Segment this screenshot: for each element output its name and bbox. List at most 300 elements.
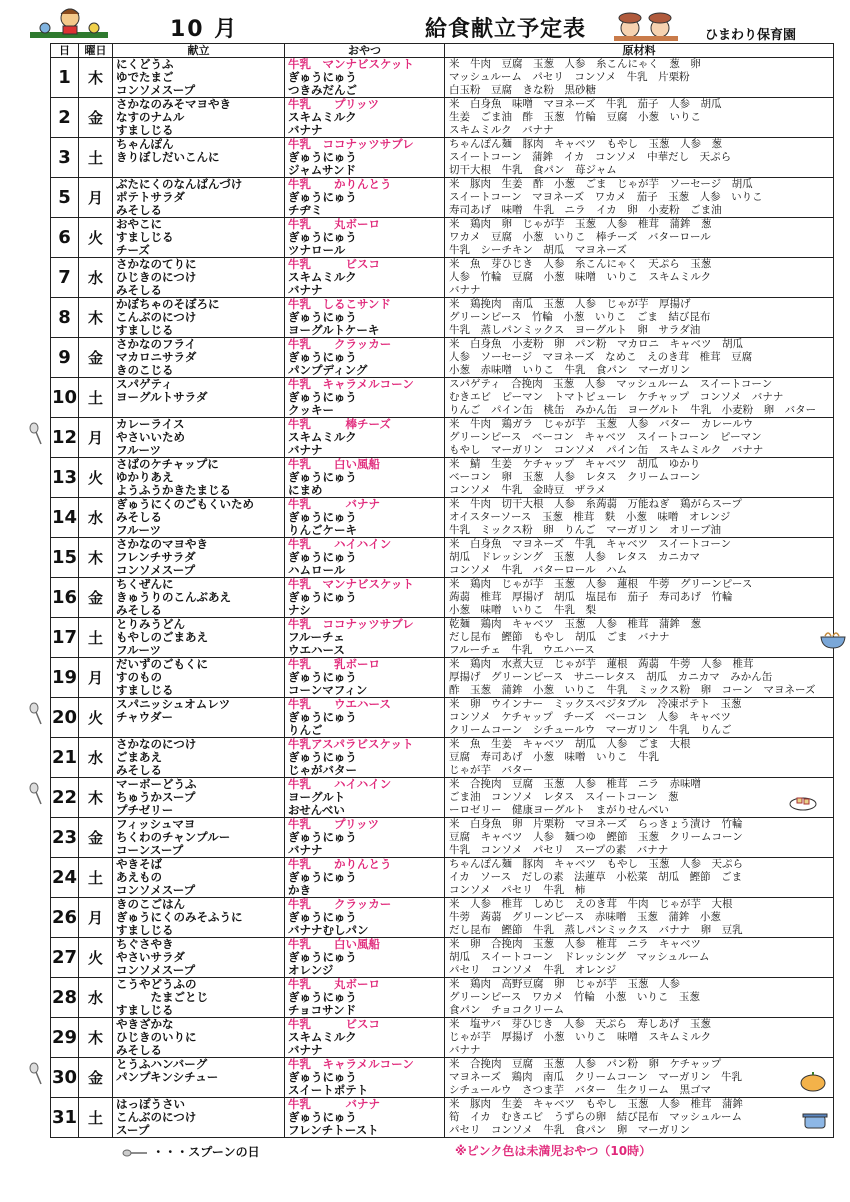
menu-table (50, 43, 834, 1138)
ingredients-cell (445, 658, 834, 698)
snack-text: ぎゅうにゅう (288, 871, 357, 884)
snack-text: ぎゅうにゅう (288, 591, 357, 604)
weekday-cell: 土 (79, 1098, 113, 1138)
snack-text: バナナ (288, 1044, 323, 1057)
menu-item-text: フィッシュマヨ (116, 818, 196, 831)
snack-text: りんご (288, 724, 323, 737)
cooking-pot-icon (800, 1108, 830, 1130)
snack-text: バナナむしパン (288, 924, 369, 937)
ingredient-line: 米 白身魚 卵 片栗粉 マヨネーズ らっきょう漬け 竹輪 (449, 818, 743, 830)
snack-10am-text: 牛乳 ココナッツサブレ (288, 618, 414, 631)
day-cell: 9 (51, 338, 79, 378)
ingredients-cell (445, 58, 834, 98)
menu-item-text: プチゼリー (116, 804, 174, 817)
table-row (51, 178, 834, 218)
snack-text: ナシ (288, 604, 311, 617)
menu-item-text: マーボーどうふ (116, 778, 197, 791)
menu-cell (113, 738, 285, 778)
menu-cell (113, 338, 285, 378)
snack-10am-text: 牛乳アスパラビスケット (288, 738, 414, 751)
ingredient-line: 米 合挽肉 豆腐 玉葱 人参 椎茸 ニラ 赤味噌 (449, 778, 701, 790)
menu-cell (113, 378, 285, 418)
children-illustration-icon (30, 6, 110, 40)
menu-item-text: パンプキンシチュー (116, 1071, 219, 1084)
ingredients-cell (445, 458, 834, 498)
snack-text: ぎゅうにゅう (288, 991, 357, 1004)
snack-cell (285, 858, 445, 898)
ingredient-line: 米 牛肉 鶏ガラ じゃが芋 玉葱 人参 バター カレールウ (449, 418, 754, 430)
snack-10am-text: 牛乳 クラッカー (288, 898, 392, 911)
menu-item-text: ゆでたまご (116, 71, 174, 84)
menu-cell (113, 258, 285, 298)
menu-cell (113, 1018, 285, 1058)
menu-item-text: フレンチサラダ (116, 551, 196, 564)
snack-10am-text: 牛乳 棒チーズ (288, 418, 391, 431)
snack-10am-text: 牛乳 バナナ (288, 1098, 380, 1111)
menu-item-text: きりぼしだいこんに (116, 151, 220, 164)
day-cell: 15 (51, 538, 79, 578)
ingredients-cell (445, 498, 834, 538)
weekday-cell: 水 (79, 498, 113, 538)
menu-cell (113, 818, 285, 858)
day-cell: 13 (51, 458, 79, 498)
weekday-cell: 火 (79, 218, 113, 258)
snack-cell (285, 818, 445, 858)
menu-item-text: スープ (116, 1124, 150, 1137)
table-row (51, 338, 834, 378)
menu-cell (113, 618, 285, 658)
ingredient-line: バナナ (449, 284, 481, 296)
menu-item-text: あえもの (116, 871, 162, 884)
menu-cell (113, 458, 285, 498)
weekday-cell: 月 (79, 658, 113, 698)
snack-10am-text: 牛乳 ハイハイン (288, 778, 392, 791)
snack-text: ぎゅうにゅう (288, 951, 357, 964)
snack-cell (285, 698, 445, 738)
column-header-dow: 曜日 (79, 44, 113, 58)
day-cell: 16 (51, 578, 79, 618)
ingredients-cell (445, 698, 834, 738)
ingredients-cell (445, 298, 834, 338)
menu-cell (113, 298, 285, 338)
menu-item-text: さかなのみそマヨやき (116, 98, 231, 111)
menu-item-text: ごまあえ (116, 751, 162, 764)
menu-item-text (113, 724, 284, 737)
menu-item-text: みそしる (116, 764, 162, 777)
snack-text: スキムミルク (288, 271, 357, 284)
ingredient-line: コンソメ 牛乳 バターロール ハム (449, 564, 628, 576)
weekday-cell: 月 (79, 178, 113, 218)
pumpkin-stew-icon (798, 1070, 828, 1092)
table-row (51, 778, 834, 818)
day-cell: 2 (51, 98, 79, 138)
menu-cell (113, 578, 285, 618)
snack-cell (285, 778, 445, 818)
snack-cell (285, 658, 445, 698)
ingredient-line: 米 鯖 生姜 ケチャップ キャベツ 胡瓜 ゆかり (449, 458, 701, 470)
table-row (51, 538, 834, 578)
ingredient-line: 米 魚 芽ひじき 人参 糸こんにゃく 天ぷら 玉葱 (449, 258, 712, 270)
weekday-cell: 火 (79, 458, 113, 498)
snack-cell (285, 978, 445, 1018)
ingredient-line: ーロゼリー 健康ヨーグルト まがりせんべい (449, 804, 669, 816)
menu-cell (113, 658, 285, 698)
snack-10am-text: 牛乳 マンナビスケット (288, 58, 414, 71)
ingredients-cell (445, 618, 834, 658)
snack-text: ジャムサンド (288, 164, 356, 177)
menu-item-text: すましじる (116, 924, 174, 937)
snack-10am-text: 牛乳 ハイハイン (288, 538, 392, 551)
table-row (51, 458, 834, 498)
snack-cell (285, 218, 445, 258)
snack-10am-text: 牛乳 ビスコ (288, 1018, 380, 1031)
day-cell: 20 (51, 698, 79, 738)
day-cell: 31 (51, 1098, 79, 1138)
page-title: 給食献立予定表 (425, 17, 587, 42)
ingredient-line: 米 豚肉 生姜 酢 小葱 ごま じゃが芋 ソーセージ 胡瓜 (449, 178, 753, 190)
ingredient-line: 胡瓜 ドレッシング 玉葱 人参 レタス カニカマ (449, 551, 701, 563)
snack-text: スイートポテト (288, 1084, 369, 1097)
table-row (51, 378, 834, 418)
ingredient-line: 米 鶏挽肉 南瓜 玉葱 人参 じゃが芋 厚揚げ (449, 298, 691, 310)
table-header-row (51, 44, 834, 58)
page-header (0, 0, 850, 44)
snack-text: クッキー (288, 404, 334, 417)
snack-10am-text: 牛乳 ココナッツサブレ (288, 138, 414, 151)
table-row (51, 218, 834, 258)
menu-cell (113, 938, 285, 978)
snack-10am-text: 牛乳 キャラメルコーン (288, 1058, 414, 1071)
table-row (51, 1018, 834, 1058)
menu-item-text: さばのケチャップに (116, 458, 219, 471)
day-cell: 14 (51, 498, 79, 538)
snack-10am-text: 牛乳 白い風船 (288, 938, 380, 951)
snack-10am-text: 牛乳 キャラメルコーン (288, 378, 414, 391)
ingredient-line: 米 牛肉 豆腐 玉葱 人参 糸こんにゃく 葱 卵 (449, 58, 701, 70)
menu-item-text: ひじきのにつけ (116, 271, 197, 284)
ingredients-cell (445, 818, 834, 858)
snack-text: おせんべい (288, 804, 345, 817)
ingredient-line: 筍 イカ むきエビ うずらの卵 結び昆布 マッシュルーム (449, 1111, 743, 1123)
snack-text: ぎゅうにゅう (288, 1071, 357, 1084)
menu-item-text: やさいサラダ (116, 951, 185, 964)
day-cell: 28 (51, 978, 79, 1018)
menu-item-text: きゅうりのこんぶあえ (116, 591, 231, 604)
ingredient-line: 生姜 ごま油 酢 玉葱 竹輪 豆腐 小葱 いりこ (449, 111, 701, 123)
snack-10am-text: 牛乳 乳ボーロ (288, 658, 380, 671)
day-cell: 6 (51, 218, 79, 258)
ingredient-line: 小葱 味噌 いりこ 牛乳 梨 (449, 604, 596, 616)
snack-10am-text: 牛乳 プリッツ (288, 818, 380, 831)
ingredient-line: ベーコン 卵 玉葱 人参 レタス クリームコーン (449, 471, 701, 483)
weekday-cell: 金 (79, 1058, 113, 1098)
column-header-snack: おやつ (285, 44, 445, 58)
menu-cell (113, 858, 285, 898)
ingredient-line: 厚揚げ グリーンピース サニーレタス 胡瓜 カニカマ みかん缶 (449, 671, 773, 683)
snack-cell (285, 298, 445, 338)
menu-item-text: ぎゅうにくのごもくいため (116, 498, 254, 511)
menu-item-text: ぎゅうにくのみそふうに (116, 911, 243, 924)
ingredient-line: 米 鶏肉 高野豆腐 卵 じゃが芋 玉葱 人参 (449, 978, 680, 990)
ingredient-line: 人参 竹輪 豆腐 小葱 味噌 いりこ スキムミルク (449, 271, 712, 283)
menu-item-text (113, 164, 284, 177)
menu-item-text: みそしる (116, 604, 162, 617)
ingredient-line: 米 合挽肉 豆腐 玉葱 人参 パン粉 卵 ケチャップ (449, 1058, 722, 1070)
day-cell: 7 (51, 258, 79, 298)
snack-text: パンプディング (288, 364, 368, 377)
snack-text: スキムミルク (288, 1031, 357, 1044)
day-cell: 29 (51, 1018, 79, 1058)
menu-item-text: みそしる (116, 204, 162, 217)
snack-text: バナナ (288, 844, 323, 857)
ingredient-line: もやし マーガリン コンソメ パイン缶 スキムミルク バナナ (449, 444, 764, 456)
ingredient-line: 米 鶏肉 水煮大豆 じゃが芋 蓮根 蒟蒻 牛蒡 人参 椎茸 (449, 658, 754, 670)
weekday-cell: 月 (79, 898, 113, 938)
menu-cell (113, 218, 285, 258)
ingredient-line: 牛乳 シーチキン 胡瓜 マヨネーズ (449, 244, 627, 256)
menu-item-text: スパゲティ (116, 378, 173, 391)
ingredients-cell (445, 778, 834, 818)
ingredients-cell (445, 98, 834, 138)
day-cell: 12 (51, 418, 79, 458)
menu-item-text: みそしる (116, 284, 162, 297)
menu-item-text: さかなのにつけ (116, 738, 197, 751)
ingredient-line: 米 鶏肉 卵 じゃが芋 玉葱 人参 椎茸 蒲鉾 葱 (449, 218, 712, 230)
menu-item-text: もやしのごまあえ (116, 631, 208, 644)
snack-text: バナナ (288, 444, 323, 457)
mapo-tofu-dish-icon (788, 790, 818, 812)
ingredient-line: 米 白身魚 マヨネーズ 牛乳 キャベツ スイートコーン (449, 538, 732, 550)
menu-item-text: きのこごはん (116, 898, 185, 911)
ingredients-cell (445, 578, 834, 618)
menu-item-text: ようふうかきたまじる (116, 484, 231, 497)
snack-text: ぎゅうにゅう (288, 1111, 357, 1124)
menu-cell (113, 98, 285, 138)
ingredient-line: 豆腐 寿司あげ 小葱 味噌 いりこ 牛乳 (449, 751, 659, 763)
weekday-cell: 土 (79, 138, 113, 178)
noodle-bowl-icon (818, 628, 848, 650)
ingredient-line: フルーチェ 牛乳 ウエハース (449, 644, 595, 656)
weekday-cell: 水 (79, 978, 113, 1018)
day-cell: 21 (51, 738, 79, 778)
table-row (51, 858, 834, 898)
snack-text: にまめ (288, 484, 323, 497)
ingredient-line: 白玉粉 豆腐 きな粉 黒砂糖 (449, 84, 596, 96)
ingredients-cell (445, 378, 834, 418)
menu-item-text: コンソメスープ (116, 564, 196, 577)
ingredient-line: だし昆布 鰹節 もやし 胡瓜 ごま バナナ (449, 631, 670, 643)
ingredient-line: 米 卵 ウインナー ミックスベジタブル 冷凍ポテト 玉葱 (449, 698, 742, 710)
spoon-day-legend-text: ・・・スプーンの日 (152, 1145, 260, 1159)
ingredient-line: ワカメ 豆腐 小葱 いりこ 棒チーズ バターロール (449, 231, 711, 243)
snack-text: じゃがバター (288, 764, 357, 777)
menu-item-text: ちぐさやき (116, 938, 174, 951)
ingredients-cell (445, 418, 834, 458)
ingredient-line: パセリ コンソメ 牛乳 食パン 卵 マーガリン (449, 1124, 691, 1136)
snack-text: ハムロール (288, 564, 346, 577)
table-row (51, 898, 834, 938)
snack-10am-text: 牛乳 ビスコ (288, 258, 380, 271)
ingredient-line: グリーンピース ベーコン キャベツ スイートコーン ピーマン (449, 431, 762, 443)
menu-cell (113, 58, 285, 98)
ingredient-line: 豆腐 キャベツ 人参 麺つゆ 鰹節 玉葱 クリームコーン (449, 831, 743, 843)
menu-item-text: さかなのフライ (116, 338, 197, 351)
day-cell: 30 (51, 1058, 79, 1098)
day-cell: 19 (51, 658, 79, 698)
day-cell: 10 (51, 378, 79, 418)
menu-item-text: とうふハンバーグ (116, 1058, 208, 1071)
menu-item-text: フルーツ (116, 524, 162, 537)
menu-item-text: とりみうどん (116, 618, 185, 631)
table-row (51, 1098, 834, 1138)
weekday-cell: 金 (79, 98, 113, 138)
snack-cell (285, 738, 445, 778)
ingredients-cell (445, 898, 834, 938)
menu-item-text: ぶたにくのなんばんづけ (116, 178, 243, 191)
ingredient-line: 切干大根 牛乳 食パン 苺ジャム (449, 164, 617, 176)
table-row (51, 98, 834, 138)
ingredient-line: 酢 玉葱 蒲鉾 小葱 いりこ 牛乳 ミックス粉 卵 コーン マヨネーズ (449, 684, 816, 696)
menu-item-text: やさいいため (116, 431, 185, 444)
menu-item-text: ちくぜんに (116, 578, 174, 591)
table-row (51, 58, 834, 98)
menu-item-text: カレーライス (116, 418, 185, 431)
menu-item-text (113, 1084, 284, 1097)
snack-text: ぎゅうにゅう (288, 671, 357, 684)
snack-text: チヂミ (288, 204, 323, 217)
table-row (51, 698, 834, 738)
menu-item-text: チーズ (116, 244, 150, 257)
table-row (51, 1058, 834, 1098)
menu-cell (113, 1098, 285, 1138)
menu-cell (113, 698, 285, 738)
ingredient-line: 米 白身魚 味噌 マヨネーズ 牛乳 茄子 人参 胡瓜 (449, 98, 722, 110)
day-cell: 22 (51, 778, 79, 818)
weekday-cell: 木 (79, 778, 113, 818)
ingredient-line: スキムミルク バナナ (449, 124, 554, 136)
snack-10am-text: 牛乳 クラッカー (288, 338, 392, 351)
ingredient-line: クリームコーン シチュールウ マーガリン 牛乳 りんご (449, 724, 732, 736)
menu-item-text: ポテトサラダ (116, 191, 185, 204)
snack-cell (285, 538, 445, 578)
snack-cell (285, 578, 445, 618)
ingredient-line: 胡瓜 スイートコーン ドレッシング マッシュルーム (449, 951, 710, 963)
menu-cell (113, 778, 285, 818)
menu-cell (113, 498, 285, 538)
snack-text: ぎゅうにゅう (288, 471, 357, 484)
table-row (51, 938, 834, 978)
menu-item-text: ヨーグルトサラダ (116, 391, 208, 404)
ingredients-cell (445, 1098, 834, 1138)
snack-text: ぎゅうにゅう (288, 311, 357, 324)
snack-10am-text: 牛乳 バナナ (288, 498, 380, 511)
school-name: ひまわり保育園 (705, 28, 797, 43)
menu-item-text: フルーツ (116, 644, 162, 657)
menu-item-text: みそしる (116, 511, 162, 524)
snack-10am-text: 牛乳 マンナビスケット (288, 578, 414, 591)
menu-cell (113, 178, 285, 218)
menu-item-text: たまごとじ (116, 991, 208, 1004)
ingredient-line: スイートコーン マヨネーズ ワカメ 茄子 玉葱 人参 いりこ (449, 191, 763, 203)
menu-item-text: マカロニサラダ (116, 351, 197, 364)
snack-cell (285, 458, 445, 498)
weekday-cell: 木 (79, 1018, 113, 1058)
snack-text: ぎゅうにゅう (288, 911, 357, 924)
spoon-day-icon (28, 702, 44, 726)
spoon-day-icon (28, 782, 44, 806)
snack-text: ツナロール (288, 244, 346, 257)
snack-text: スキムミルク (288, 111, 357, 124)
ingredients-cell (445, 1058, 834, 1098)
menu-item-text: こんぶのにつけ (116, 311, 197, 324)
snack-cell (285, 138, 445, 178)
ingredient-line: 牛乳 コンソメ パセリ スープの素 バナナ (449, 844, 669, 856)
table-row (51, 578, 834, 618)
ingredient-line: グリーンピース 竹輪 小葱 いりこ ごま 結び昆布 (449, 311, 711, 323)
menu-item-text: すましじる (116, 1004, 174, 1017)
spoon-day-icon (28, 1062, 44, 1086)
snack-cell (285, 98, 445, 138)
weekday-cell: 土 (79, 858, 113, 898)
ingredient-line: 寿司あげ 味噌 牛乳 ニラ イカ 卵 小麦粉 ごま油 (449, 204, 722, 216)
menu-item-text: こんぶのにつけ (116, 1111, 197, 1124)
column-header-day: 日 (51, 44, 79, 58)
ingredients-cell (445, 138, 834, 178)
ingredient-line: むきエビ ピーマン トマトピューレ ケチャップ コンソメ バナナ (449, 391, 784, 403)
menu-cell (113, 978, 285, 1018)
ingredients-cell (445, 1018, 834, 1058)
table-row (51, 978, 834, 1018)
snack-10am-text: 牛乳 しるこサンド (288, 298, 391, 311)
weekday-cell: 木 (79, 298, 113, 338)
ingredient-line: マヨネーズ 鶏肉 南瓜 クリームコーン マーガリン 牛乳 (449, 1071, 743, 1083)
table-row (51, 818, 834, 858)
weekday-cell: 金 (79, 578, 113, 618)
day-cell: 5 (51, 178, 79, 218)
ingredients-cell (445, 258, 834, 298)
menu-item-text: チャウダー (116, 711, 174, 724)
menu-item-text: きのこじる (116, 364, 174, 377)
snack-text: ぎゅうにゅう (288, 151, 357, 164)
day-cell: 26 (51, 898, 79, 938)
menu-item-text: おやこに (116, 218, 162, 231)
snack-text: コーンマフィン (288, 684, 368, 697)
month-label: 10 月 (170, 17, 239, 42)
table-row (51, 138, 834, 178)
weekday-cell: 土 (79, 618, 113, 658)
menu-item-text: すましじる (116, 324, 174, 337)
day-cell: 24 (51, 858, 79, 898)
weekday-cell: 木 (79, 58, 113, 98)
chef-characters-icon (612, 12, 682, 42)
menu-item-text (113, 404, 284, 417)
snack-cell (285, 338, 445, 378)
ingredient-line: ちゃんぽん麺 豚肉 キャベツ もやし 玉葱 人参 葱 (449, 138, 722, 150)
menu-item-text: コンソメスープ (116, 84, 196, 97)
weekday-cell: 火 (79, 938, 113, 978)
snack-cell (285, 618, 445, 658)
ingredients-cell (445, 738, 834, 778)
snack-cell (285, 58, 445, 98)
menu-cell (113, 418, 285, 458)
ingredient-line: スイートコーン 蒲鉾 イカ コンソメ 中華だし 天ぷら (449, 151, 732, 163)
snack-text: フレンチトースト (288, 1124, 379, 1137)
snack-text: ヨーグルト (288, 791, 346, 804)
weekday-cell: 土 (79, 378, 113, 418)
menu-cell (113, 1058, 285, 1098)
snack-text: チョコサンド (288, 1004, 357, 1017)
weekday-cell: 木 (79, 538, 113, 578)
